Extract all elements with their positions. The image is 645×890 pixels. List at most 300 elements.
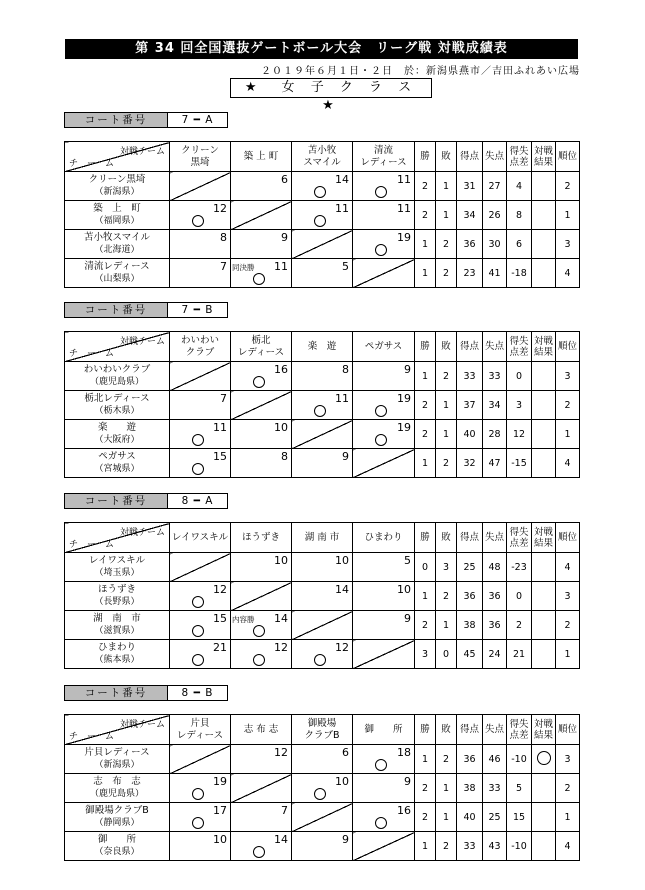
win-circle-icon	[314, 405, 326, 417]
header-win: 勝	[415, 523, 436, 553]
score-cell	[353, 611, 415, 640]
score-cell	[170, 259, 231, 288]
score-value: 7	[220, 392, 227, 405]
score-cell	[231, 553, 292, 582]
header-match-result	[532, 523, 556, 553]
header-loss: 敗	[436, 715, 457, 745]
header-team-label: チ ー ム	[69, 349, 115, 359]
point-diff-value: 6	[507, 230, 532, 259]
score-cell	[292, 640, 353, 669]
opponent-name-line2: スマイル	[303, 156, 341, 168]
score-cell	[353, 362, 415, 391]
points-for-value: 38	[457, 774, 483, 803]
point-diff-value: 0	[507, 582, 532, 611]
team-name-cell	[65, 230, 170, 259]
wins-value: 2	[415, 774, 436, 803]
rank-value: 3	[556, 230, 580, 259]
header-team-label: チ ー ム	[69, 732, 115, 742]
opponent-name-line2: レディース	[237, 346, 285, 358]
team-prefecture: （熊本県）	[94, 655, 140, 665]
score-cell	[170, 832, 231, 861]
score-cell	[292, 832, 353, 861]
self-match-cell	[292, 611, 353, 640]
score-value: 17	[213, 804, 227, 817]
score-value: 8	[281, 450, 288, 463]
win-circle-icon	[253, 376, 265, 388]
table-header-row	[65, 332, 580, 362]
header-points-against: 失点	[483, 332, 507, 362]
header-corner	[65, 715, 170, 745]
score-value: 7	[220, 260, 227, 273]
opponent-column-header	[231, 523, 292, 553]
win-circle-icon	[375, 244, 387, 256]
score-cell	[292, 391, 353, 420]
wins-value: 2	[415, 391, 436, 420]
self-match-cell	[292, 803, 353, 832]
court-number-box	[64, 685, 228, 701]
court-label: コート番号	[65, 303, 168, 317]
match-win-circle-icon	[537, 751, 551, 765]
rank-value: 2	[556, 611, 580, 640]
team-prefecture: （新潟県）	[94, 187, 140, 197]
point-diff-value: 21	[507, 640, 532, 669]
match-result-cell	[532, 230, 556, 259]
score-cell	[231, 449, 292, 478]
header-match-line2: 結果	[533, 537, 553, 549]
score-cell	[231, 611, 292, 640]
score-cell	[170, 582, 231, 611]
win-circle-icon	[192, 434, 204, 446]
score-value: 11	[335, 392, 349, 405]
opponent-column-header	[292, 142, 353, 172]
points-against-value: 28	[483, 420, 507, 449]
win-circle-icon	[192, 817, 204, 829]
team-name-cell	[65, 803, 170, 832]
losses-value: 2	[436, 449, 457, 478]
team-prefecture: （静岡県）	[94, 818, 140, 828]
team-name: 苫小牧スマイル	[83, 232, 151, 243]
score-value: 19	[213, 775, 227, 788]
score-value: 6	[342, 746, 349, 759]
losses-value: 2	[436, 832, 457, 861]
team-name: 御殿場クラブB	[85, 805, 149, 816]
header-win: 勝	[415, 142, 436, 172]
match-result-cell	[532, 201, 556, 230]
header-match-line2: 結果	[533, 729, 553, 741]
score-cell	[353, 201, 415, 230]
header-corner	[65, 142, 170, 172]
self-match-cell	[353, 259, 415, 288]
points-for-value: 33	[457, 362, 483, 391]
score-value: 14	[335, 583, 349, 596]
score-cell	[292, 553, 353, 582]
score-value: 5	[404, 554, 411, 567]
table-row	[65, 774, 580, 803]
header-match-line2: 結果	[533, 346, 553, 358]
point-diff-value: 12	[507, 420, 532, 449]
score-cell	[231, 362, 292, 391]
losses-value: 1	[436, 774, 457, 803]
score-cell	[353, 553, 415, 582]
team-name: 御 所	[97, 834, 136, 845]
opponent-name-line1: レイワスキル	[171, 531, 229, 543]
rank-value: 4	[556, 449, 580, 478]
score-value: 14	[274, 612, 288, 625]
point-diff-value: 4	[507, 172, 532, 201]
score-cell	[231, 803, 292, 832]
rank-value: 3	[556, 362, 580, 391]
header-diff	[507, 142, 532, 172]
points-for-value: 34	[457, 201, 483, 230]
wins-value: 1	[415, 449, 436, 478]
score-value: 12	[213, 583, 227, 596]
points-against-value: 36	[483, 611, 507, 640]
score-cell	[292, 259, 353, 288]
point-diff-value: 3	[507, 391, 532, 420]
losses-value: 2	[436, 362, 457, 391]
header-diff-line2: 点差	[509, 346, 529, 358]
opponent-name-line2: レディース	[176, 729, 224, 741]
league-table	[64, 522, 580, 669]
match-result-cell	[532, 259, 556, 288]
score-value: 9	[342, 450, 349, 463]
losses-value: 2	[436, 745, 457, 774]
table-row	[65, 611, 580, 640]
opponent-column-header	[231, 142, 292, 172]
header-opponent-label: 対戦チーム	[119, 528, 165, 538]
self-match-cell	[231, 582, 292, 611]
wins-value: 2	[415, 420, 436, 449]
score-value: 18	[397, 746, 411, 759]
table-row	[65, 640, 580, 669]
team-prefecture: （埼玉県）	[94, 568, 140, 578]
match-result-cell	[532, 553, 556, 582]
score-cell	[170, 391, 231, 420]
wins-value: 3	[415, 640, 436, 669]
points-against-value: 27	[483, 172, 507, 201]
team-prefecture: （福岡県）	[94, 216, 140, 226]
score-cell	[353, 774, 415, 803]
header-diff-line1: 得失	[509, 145, 529, 157]
losses-value: 1	[436, 611, 457, 640]
rank-value: 1	[556, 640, 580, 669]
header-points-for: 得点	[457, 332, 483, 362]
score-value: 19	[397, 421, 411, 434]
score-value: 11	[335, 202, 349, 215]
opponent-column-header	[292, 523, 353, 553]
points-for-value: 37	[457, 391, 483, 420]
score-value: 10	[213, 833, 227, 846]
match-result-cell	[532, 832, 556, 861]
header-match-result	[532, 332, 556, 362]
score-cell	[231, 745, 292, 774]
wins-value: 2	[415, 803, 436, 832]
header-diff-line2: 点差	[509, 156, 529, 168]
self-match-cell	[170, 553, 231, 582]
team-name-cell	[65, 640, 170, 669]
score-cell	[353, 172, 415, 201]
match-result-cell	[532, 449, 556, 478]
rank-value: 1	[556, 201, 580, 230]
score-cell	[231, 420, 292, 449]
opponent-column-header	[353, 142, 415, 172]
points-for-value: 40	[457, 420, 483, 449]
points-against-value: 43	[483, 832, 507, 861]
header-rank: 順位	[556, 332, 580, 362]
wins-value: 2	[415, 172, 436, 201]
opponent-name-line2: クラブB	[304, 729, 340, 741]
self-match-cell	[170, 745, 231, 774]
score-value: 10	[274, 421, 288, 434]
score-cell	[170, 803, 231, 832]
wins-value: 2	[415, 201, 436, 230]
win-circle-icon	[253, 654, 265, 666]
header-win: 勝	[415, 715, 436, 745]
score-cell	[292, 362, 353, 391]
header-match-line1: 対戦	[533, 335, 553, 347]
opponent-name-line1: 御 所	[364, 723, 403, 735]
point-diff-value: -23	[507, 553, 532, 582]
opponent-name-line1: 栃北	[251, 334, 271, 346]
opponent-column-header	[353, 715, 415, 745]
score-cell	[292, 745, 353, 774]
score-value: 11	[274, 260, 288, 273]
opponent-name-line1: 楽 遊	[307, 340, 337, 352]
score-value: 12	[213, 202, 227, 215]
points-against-value: 33	[483, 362, 507, 391]
opponent-name-line1: わいわい	[180, 334, 219, 346]
match-result-cell	[532, 745, 556, 774]
score-cell	[170, 774, 231, 803]
score-value: 15	[213, 450, 227, 463]
team-prefecture: （北海道）	[94, 245, 140, 255]
table-row	[65, 230, 580, 259]
table-row	[65, 553, 580, 582]
win-circle-icon	[375, 434, 387, 446]
win-circle-icon	[253, 846, 265, 858]
score-value: 12	[274, 641, 288, 654]
win-circle-icon	[314, 654, 326, 666]
rank-value: 4	[556, 553, 580, 582]
score-cell	[292, 201, 353, 230]
court-number-box	[64, 302, 228, 318]
match-result-cell	[532, 611, 556, 640]
team-name: ペガサス	[98, 451, 136, 462]
score-cell	[170, 201, 231, 230]
header-match-line1: 対戦	[533, 145, 553, 157]
match-result-cell	[532, 803, 556, 832]
table-row	[65, 745, 580, 774]
team-prefecture: （山梨県）	[94, 274, 140, 284]
opponent-name-line1: ひまわり	[364, 531, 403, 543]
header-points-against: 失点	[483, 523, 507, 553]
score-cell	[231, 640, 292, 669]
team-name: わいわいクラブ	[83, 364, 151, 375]
points-for-value: 23	[457, 259, 483, 288]
team-name-cell	[65, 774, 170, 803]
score-cell	[170, 230, 231, 259]
table-row	[65, 420, 580, 449]
points-against-value: 48	[483, 553, 507, 582]
court-number: 8 ━ A	[181, 495, 214, 507]
court-number: 7 ━ B	[181, 304, 214, 316]
team-name-cell	[65, 553, 170, 582]
wins-value: 0	[415, 553, 436, 582]
team-name: 栃北レディース	[84, 393, 150, 404]
win-circle-icon	[192, 788, 204, 800]
match-result-cell	[532, 774, 556, 803]
team-name-cell	[65, 391, 170, 420]
score-value: 9	[404, 775, 411, 788]
losses-value: 2	[436, 230, 457, 259]
league-table	[64, 714, 580, 861]
table-row	[65, 449, 580, 478]
opponent-name-line1: 築 上 町	[243, 150, 279, 162]
wins-value: 2	[415, 611, 436, 640]
losses-value: 3	[436, 553, 457, 582]
team-name-cell	[65, 832, 170, 861]
point-diff-value: 8	[507, 201, 532, 230]
table-row	[65, 362, 580, 391]
match-result-cell	[532, 420, 556, 449]
header-diff-line1: 得失	[509, 718, 529, 730]
table-header-row	[65, 523, 580, 553]
score-cell	[292, 582, 353, 611]
team-name: ほうずき	[97, 584, 136, 595]
losses-value: 2	[436, 582, 457, 611]
team-name-cell	[65, 449, 170, 478]
league-table	[64, 141, 580, 288]
points-for-value: 45	[457, 640, 483, 669]
header-team-label: チ ー ム	[69, 159, 115, 169]
score-value: 7	[281, 804, 288, 817]
court-number-box	[64, 493, 228, 509]
points-for-value: 31	[457, 172, 483, 201]
losses-value: 0	[436, 640, 457, 669]
score-cell	[353, 391, 415, 420]
header-opponent-label: 対戦チーム	[119, 720, 165, 730]
team-prefecture: （長野県）	[94, 597, 140, 607]
points-against-value: 26	[483, 201, 507, 230]
team-name: 片貝レディース	[84, 747, 150, 758]
score-value: 8	[342, 363, 349, 376]
opponent-column-header	[292, 715, 353, 745]
points-for-value: 33	[457, 832, 483, 861]
header-points-against: 失点	[483, 715, 507, 745]
team-name-cell	[65, 259, 170, 288]
score-value: 6	[281, 173, 288, 186]
court-label: コート番号	[65, 686, 168, 700]
header-points-for: 得点	[457, 142, 483, 172]
team-prefecture: （鹿児島県）	[89, 789, 144, 799]
rank-value: 1	[556, 420, 580, 449]
opponent-column-header	[231, 332, 292, 362]
points-for-value: 38	[457, 611, 483, 640]
self-match-cell	[353, 449, 415, 478]
score-value: 5	[342, 260, 349, 273]
header-diff-line2: 点差	[509, 537, 529, 549]
court-number: 8 ━ B	[181, 687, 214, 699]
score-cell	[170, 449, 231, 478]
points-for-value: 36	[457, 230, 483, 259]
header-loss: 敗	[436, 523, 457, 553]
win-circle-icon	[314, 788, 326, 800]
header-match-result	[532, 715, 556, 745]
score-value: 10	[397, 583, 411, 596]
point-diff-value: 5	[507, 774, 532, 803]
court-number: 7 ━ A	[181, 114, 214, 126]
wins-value: 1	[415, 259, 436, 288]
opponent-column-header	[170, 142, 231, 172]
score-value: 16	[397, 804, 411, 817]
header-points-against: 失点	[483, 142, 507, 172]
score-value: 11	[397, 202, 411, 215]
self-match-cell	[292, 420, 353, 449]
score-cell	[170, 611, 231, 640]
rank-value: 1	[556, 803, 580, 832]
point-diff-value: -10	[507, 745, 532, 774]
score-cell	[292, 774, 353, 803]
team-prefecture: （鹿児島県）	[89, 377, 144, 387]
header-diff-line1: 得失	[509, 335, 529, 347]
table-row	[65, 391, 580, 420]
header-diff	[507, 523, 532, 553]
table-row	[65, 832, 580, 861]
self-match-cell	[170, 172, 231, 201]
score-cell	[353, 582, 415, 611]
header-match-result	[532, 142, 556, 172]
score-cell	[353, 420, 415, 449]
table-header-row	[65, 715, 580, 745]
match-result-cell	[532, 362, 556, 391]
wins-value: 1	[415, 230, 436, 259]
team-name: クリーン黒埼	[88, 174, 146, 185]
point-diff-value: -18	[507, 259, 532, 288]
opponent-column-header	[170, 332, 231, 362]
opponent-name-line1: 清流	[373, 144, 393, 156]
score-cell	[231, 832, 292, 861]
self-match-cell	[231, 201, 292, 230]
score-value: 11	[397, 173, 411, 186]
team-name-cell	[65, 611, 170, 640]
score-value: 9	[281, 231, 288, 244]
team-name: ひまわり	[97, 642, 136, 653]
score-value: 16	[274, 363, 288, 376]
header-diff	[507, 715, 532, 745]
rank-value: 2	[556, 172, 580, 201]
header-diff	[507, 332, 532, 362]
event-date-venue: ２０１９年６月１日・２日 於：新潟県燕市／吉田ふれあい広場	[261, 66, 580, 77]
rank-value: 4	[556, 832, 580, 861]
header-diff-line2: 点差	[509, 729, 529, 741]
rank-value: 3	[556, 745, 580, 774]
point-diff-value: -10	[507, 832, 532, 861]
losses-value: 2	[436, 259, 457, 288]
team-name: 湖 南 市	[93, 613, 141, 624]
class-label: ★ 女 子 ク ラ ス ★	[230, 78, 432, 98]
court-label: コート番号	[65, 113, 168, 127]
win-circle-icon	[253, 273, 265, 285]
opponent-column-header	[170, 715, 231, 745]
team-name-cell	[65, 582, 170, 611]
score-cell	[353, 230, 415, 259]
score-cell	[292, 172, 353, 201]
points-against-value: 25	[483, 803, 507, 832]
losses-value: 1	[436, 391, 457, 420]
opponent-name-line1: ペガサス	[364, 340, 403, 352]
score-cell	[231, 230, 292, 259]
score-value: 14	[335, 173, 349, 186]
